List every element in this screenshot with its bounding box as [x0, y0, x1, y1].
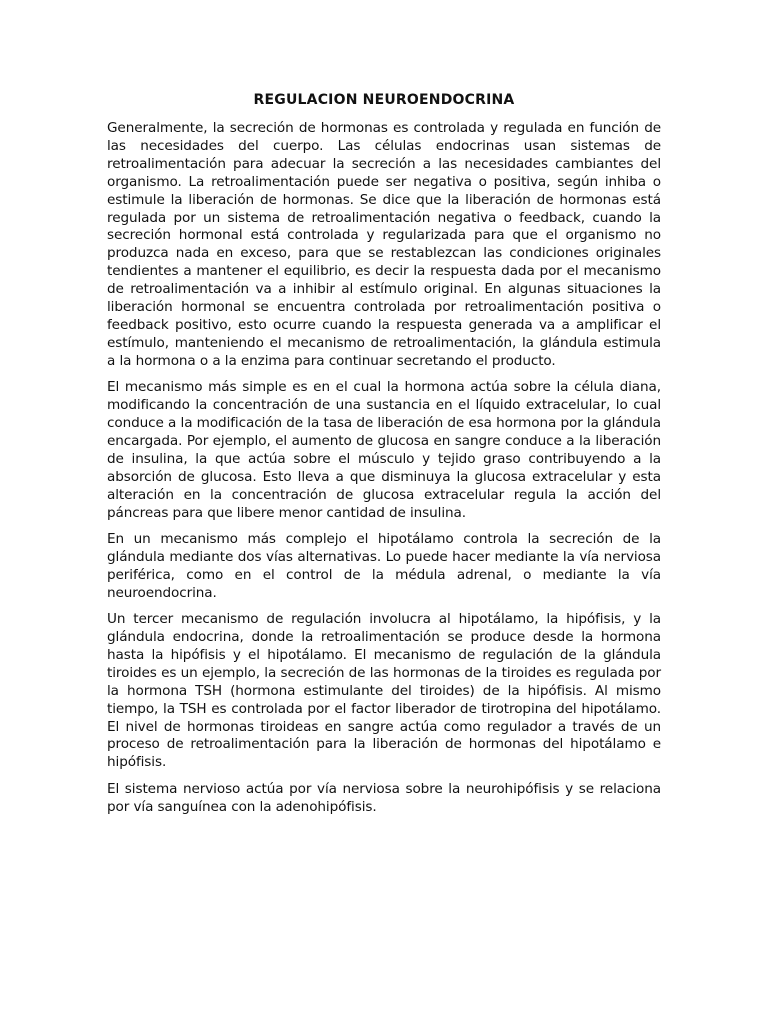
document-page: [107, 90, 661, 825]
paragraph-complex-mechanism: En un mecanismo más complejo el hipotálamo controla la secreción de la glándula mediante dos vías alternativas. Lo puede hacer mediante la vía nerviosa periférica, como en el control de la médula adrenal, o mediante la vía neuroendocrina.: [107, 530, 661, 601]
paragraph-nervous-system: El sistema nervioso actúa por vía nerviosa sobre la neurohipófisis y se relaciona por vía sanguínea con la adenohipófisis.: [107, 780, 661, 815]
paragraph-simple-mechanism: El mecanismo más simple es en el cual la hormona actúa sobre la célula diana, modificando la concentración de una sustancia en el líquido extracelular, lo cual conduce a la modificación de la tasa de liberación de esa hormona por la glándula encargada. Por ejemplo, el aumento de glucosa en sangre conduce a la liberación de insulina, la que actúa sobre el músculo y tejido graso contribuyendo a la absorción de glucosa. Esto lleva a que disminuya la glucosa extracelular y esta alteración en la concentración de glucosa extracelular regula la acción del páncreas para que libere menor cantidad de insulina.: [107, 379, 661, 521]
paragraph-feedback-regulation: Generalmente, la secreción de hormonas es controlada y regulada en función de las necesidades del cuerpo. Las células endocrinas usan sistemas de retroalimentación para adecuar la secreción a las necesidades cambiantes del organismo. La retroalimentación puede ser negativa o positiva, según inhiba o estimule la liberación de hormonas. Se dice que la liberación de hormonas está regulada por un sistema de retroalimentación negativa o feedback, cuando la secreción hormonal está controlada y regularizada para que el organismo no produzca nada en exceso, para que se restablezcan las condiciones originales tendientes a mantener el equilibrio, es decir la respuesta dada por el mecanismo de retroalimentación va a inhibir al estímulo original. En algunas situaciones la liberación hormonal se encuentra controlada por retroalimentación positiva o feedback positivo, esto ocurre cuando la respuesta generada va a amplificar el estímulo, manteniendo el mecanismo de retroalimentación, la glándula estimula a la hormona o a la enzima para continuar secretando el producto.: [107, 120, 661, 369]
document-title: REGULACION NEUROENDOCRINA: [253, 92, 515, 108]
paragraph-third-mechanism: Un tercer mecanismo de regulación involucra al hipotálamo, la hipófisis, y la glándula endocrina, donde la retroalimentación se produce desde la hormona hasta la hipófisis y el hipotálamo. El mecanismo de regulación de la glándula tiroides es un ejemplo, la secreción de las hormonas de la tiroides es regulada por la hormona TSH (hormona estimulante del tiroides) de la hipófisis. Al mismo tiempo, la TSH es controlada por el factor liberador de tirotropina del hipotálamo. El nivel de hormonas tiroideas en sangre actúa como regulador a través de un proceso de retroalimentación para la liberación de hormonas del hipotálamo e hipófisis.: [107, 611, 661, 771]
